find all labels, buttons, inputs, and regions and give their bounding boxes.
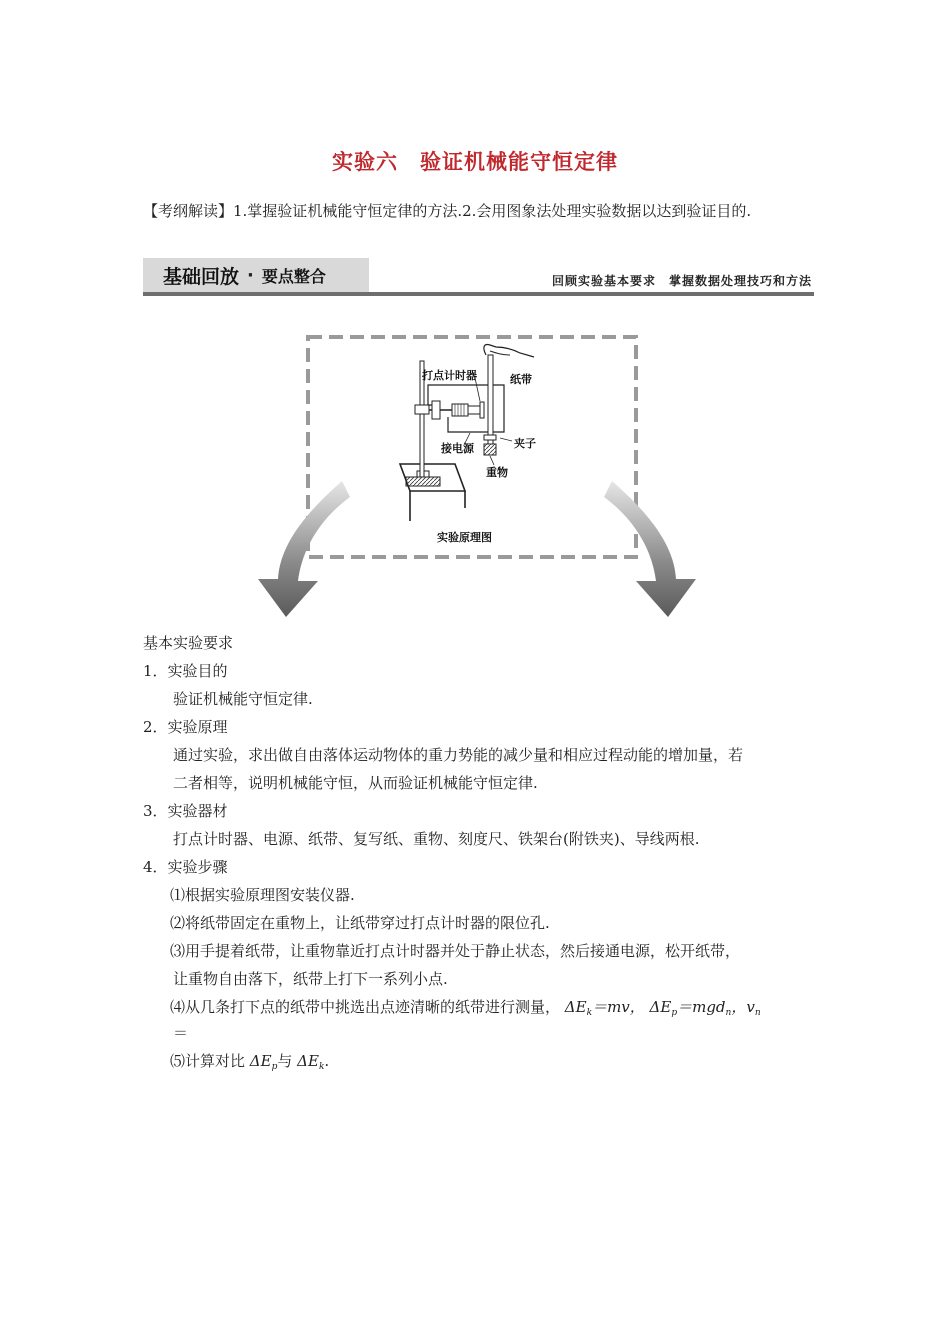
s4-ek-prefix: ΔE: [564, 998, 587, 1016]
section-band-rule: [143, 292, 814, 296]
content-heading: 基本实验要求: [143, 634, 234, 652]
left-arrow-icon: [258, 481, 350, 617]
s4-v: ，v: [731, 998, 755, 1016]
label-weight: 重物: [486, 466, 508, 479]
s4-ep-rhs: ＝mgd: [677, 998, 726, 1016]
s4-step3a: ⑶用手提着纸带，让重物靠近打点计时器并处于静止状态，然后接通电源，松开纸带，: [170, 942, 741, 960]
s4-step4b: ＝: [173, 1024, 189, 1042]
section-band-main: 基础回放: [163, 265, 240, 288]
s1-title: 1．实验目的: [143, 662, 228, 680]
weight-icon: [484, 444, 496, 455]
s4-step5: [170, 1050, 329, 1072]
diagram-caption: 实验原理图: [437, 531, 492, 544]
timer-icon: [432, 401, 440, 419]
s4-ep-prefix: ΔE: [649, 998, 672, 1016]
s4-ek-rhs: ＝mv，: [592, 998, 645, 1016]
page-title: 实验六 验证机械能守恒定律: [332, 150, 618, 174]
section-band-dot: ·: [247, 264, 254, 286]
right-arrow-icon: [604, 481, 696, 617]
s2-line2: 二者相等，说明机械能守恒，从而验证机械能守恒定律.: [173, 774, 538, 792]
s2-title: 2．实验原理: [143, 718, 228, 736]
section-band-slogan: 回顾实验基本要求 掌握数据处理技巧和方法: [551, 274, 812, 288]
clip-icon: [484, 435, 496, 440]
s4-ep-sub: p: [671, 1008, 678, 1018]
s3-title: 3．实验器材: [143, 802, 228, 820]
s3-text: 打点计时器、电源、纸带、复写纸、重物、刻度尺、铁架台(附铁夹)、导线两根.: [173, 830, 700, 848]
s4-step5-e-sub: p: [271, 1062, 278, 1072]
label-clip: 夹子: [514, 437, 536, 450]
label-power: 接电源: [441, 442, 474, 455]
label-tape: 纸带: [510, 373, 532, 386]
s4-ep-sub2: n: [725, 1008, 732, 1018]
tape-icon: [488, 355, 493, 435]
s4-step5-e2: ΔE: [297, 1052, 319, 1070]
s4-step2: ⑵将纸带固定在重物上，让纸带穿过打点计时器的限位孔.: [170, 914, 550, 932]
s4-v-sub: n: [754, 1008, 761, 1018]
s4-step5-end: .: [324, 1052, 330, 1070]
s4-step1: ⑴根据实验原理图安装仪器.: [170, 886, 355, 904]
s4-ek-sub: k: [586, 1008, 593, 1018]
s4-step5-e: ΔE: [249, 1052, 272, 1070]
s4-step4-text: ⑷从几条打下点的纸带中挑选出点迹清晰的纸带进行测量，: [170, 998, 561, 1016]
s4-step4a: [170, 996, 761, 1018]
section-band-sub: 要点整合: [261, 266, 326, 286]
s4-title: 4．实验步骤: [143, 858, 228, 876]
s1-text: 验证机械能守恒定律.: [173, 690, 313, 708]
label-timer: 打点计时器: [422, 369, 477, 382]
s4-step5-e2-sub: k: [318, 1062, 325, 1072]
section-band-label: [143, 258, 369, 292]
section-band: [143, 258, 814, 296]
s4-step3b: 让重物自由落下，纸带上打下一系列小点.: [173, 970, 448, 988]
exam-outline: 【考纲解读】1.掌握验证机械能守恒定律的方法.2.会用图象法处理实验数据以达到验证目的.: [143, 202, 752, 220]
stand-base-icon: [406, 477, 440, 486]
s2-line1: 通过实验，求出做自由落体运动物体的重力势能的减少量和相应过程动能的增加量，若: [173, 746, 744, 764]
experiment-diagram: [250, 333, 700, 620]
s4-step5-prefix: ⑸计算对比: [170, 1052, 246, 1070]
s4-step5-mid: 与: [277, 1052, 293, 1070]
